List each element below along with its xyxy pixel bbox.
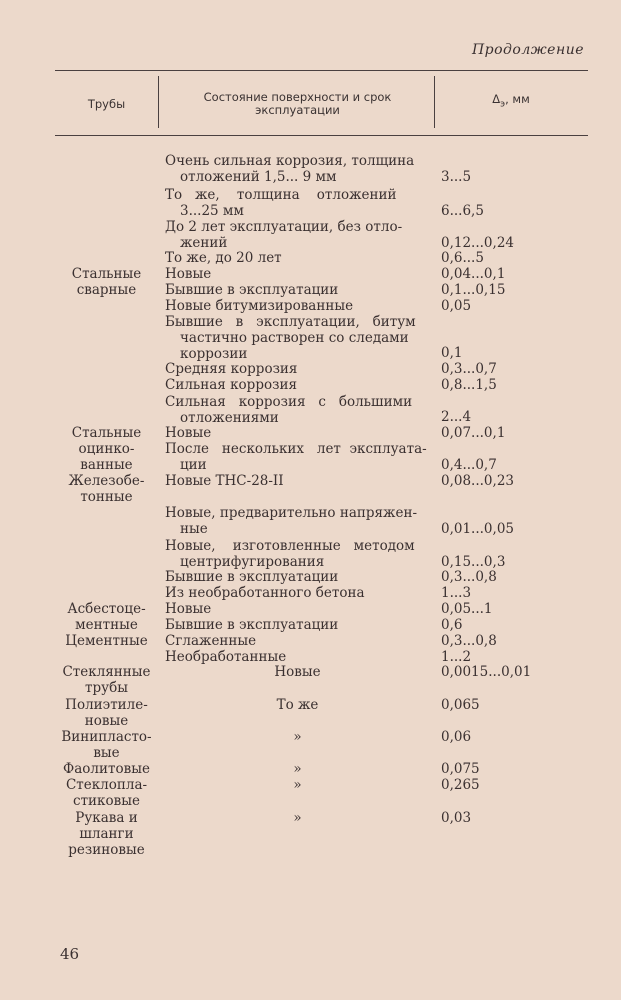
condition-line: ции <box>180 457 207 473</box>
header-delta-symbol: Δ <box>492 92 501 106</box>
condition-cell <box>165 538 430 570</box>
condition-cell: Новые <box>165 425 212 441</box>
pipe-type-cell: Цементные <box>65 633 148 649</box>
pipe-line: резиновые <box>68 842 145 858</box>
pipe-type-cell: Асбестоце- <box>67 601 146 617</box>
value-cell: 0,065 <box>441 697 480 713</box>
pipe-line: Стеклянные <box>62 664 151 680</box>
condition-cell: Сглаженные <box>165 633 257 649</box>
header-top-rule <box>55 70 588 71</box>
condition-line: отложениями <box>180 410 279 426</box>
condition-line: отложений 1,5... 9 мм <box>180 169 337 185</box>
value-cell: 0,04...0,1 <box>441 266 506 282</box>
condition-line: Новые, предварительно напряжен- <box>165 505 418 521</box>
value-cell: 0,1 <box>441 345 463 361</box>
condition-cell: Новые <box>165 266 212 282</box>
value-cell: 0,1...0,15 <box>441 282 506 298</box>
pipe-line: Полиэтиле- <box>65 697 148 713</box>
condition-cell: Новые <box>274 664 321 680</box>
header-roughness <box>441 93 581 111</box>
condition-line: 3...25 мм <box>180 203 244 219</box>
condition-cell: Новые <box>165 601 212 617</box>
condition-cell <box>165 457 430 473</box>
pipe-line: Винипласто- <box>61 729 152 745</box>
value-cell: 0,05...1 <box>441 601 493 617</box>
condition-cell: Бывшие в эксплуатации <box>165 569 339 585</box>
pipe-type-cell <box>55 729 158 761</box>
pipe-type-cell: ванные <box>80 457 133 473</box>
value-cell: 0,07...0,1 <box>441 425 506 441</box>
value-cell: 2...4 <box>441 409 472 425</box>
condition-cell <box>165 394 430 426</box>
pipe-line: стиковые <box>73 793 140 809</box>
condition-cell: Новые ТНС-28-II <box>165 473 284 489</box>
value-cell: 0,075 <box>441 761 480 777</box>
value-cell: 0,03 <box>441 810 472 826</box>
header-divider-1 <box>158 76 159 128</box>
value-cell: 0,6...5 <box>441 250 484 266</box>
value-cell: 0,08...0,23 <box>441 473 514 489</box>
condition-line: До 2 лет эксплуатации, без отло- <box>165 219 403 235</box>
condition-cell: » <box>293 777 302 793</box>
condition-cell: То же, до 20 лет <box>165 250 282 266</box>
condition-cell: » <box>293 761 302 777</box>
condition-cell: Средняя коррозия <box>165 361 298 377</box>
condition-cell: » <box>293 810 302 826</box>
header-delta-sub: э <box>500 99 506 110</box>
condition-cell <box>165 219 430 251</box>
value-cell: 1...3 <box>441 585 472 601</box>
value-cell: 0,12...0,24 <box>441 235 514 251</box>
header-unit: , мм <box>505 92 530 106</box>
condition-line: Сильная коррозия с большими <box>165 394 413 410</box>
pipe-type-cell: Железобе- <box>68 473 145 489</box>
condition-cell: Сильная коррозия <box>165 377 297 393</box>
condition-cell <box>165 505 430 537</box>
pipe-type-cell <box>55 777 158 809</box>
pipe-type-cell: оцинко- <box>78 441 135 457</box>
pipe-line: вые <box>93 745 120 761</box>
value-cell: 0,0015...0,01 <box>441 664 532 680</box>
condition-cell <box>165 441 430 457</box>
pipe-line: новые <box>84 713 129 729</box>
condition-cell: То же <box>276 697 319 713</box>
value-cell: 0,15...0,3 <box>441 554 506 570</box>
page-number: 46 <box>60 945 80 963</box>
condition-line: коррозии <box>180 346 248 362</box>
condition-line: Новые, изготовленные методом <box>165 538 415 554</box>
pipe-line: трубы <box>85 680 128 696</box>
condition-cell: » <box>293 729 302 745</box>
condition-cell <box>165 314 430 362</box>
condition-line: Бывшие в эксплуатации, битум <box>165 314 416 330</box>
header-condition: Состояние поверхности и срок эксплуатации <box>203 90 392 117</box>
condition-cell <box>165 153 430 185</box>
condition-line: После нескольких лет эксплуата- <box>165 441 427 457</box>
pipe-type-cell: ментные <box>75 617 138 633</box>
header-pipes: Трубы <box>87 97 126 111</box>
condition-cell: Бывшие в эксплуатации <box>165 617 339 633</box>
condition-line: частично растворен со следами <box>180 330 409 346</box>
pipe-type-cell: Стальные <box>71 266 142 282</box>
pipe-type-cell <box>55 697 158 729</box>
condition-line: центрифугирования <box>180 554 325 570</box>
condition-cell: Новые битумизированные <box>165 298 354 314</box>
value-cell: 0,06 <box>441 729 472 745</box>
pipe-type-cell <box>55 664 158 696</box>
pipe-type-cell: сварные <box>76 282 137 298</box>
pipe-type-cell: Стальные <box>71 425 142 441</box>
pipe-line: Рукава и <box>75 810 138 826</box>
header-divider-2 <box>434 76 435 128</box>
value-cell: 0,265 <box>441 777 480 793</box>
value-cell: 0,8...1,5 <box>441 377 497 393</box>
value-cell: 0,4...0,7 <box>441 457 497 473</box>
condition-line: ные <box>180 521 208 537</box>
pipe-line: шланги <box>79 826 134 842</box>
condition-line: То же, толщина отложений <box>165 187 397 203</box>
condition-line: Очень сильная коррозия, толщина <box>165 153 415 169</box>
continuation-label: Продолжение <box>471 42 584 58</box>
pipe-line: Стеклопла- <box>65 777 148 793</box>
value-cell: 0,3...0,8 <box>441 569 497 585</box>
value-cell: 0,6 <box>441 617 463 633</box>
pipe-type-cell: тонные <box>80 489 133 505</box>
value-cell: 1...2 <box>441 649 472 665</box>
condition-cell: Из необработанного бетона <box>165 585 365 601</box>
value-cell: 3...5 <box>441 169 472 185</box>
pipe-type-cell: Фаолитовые <box>63 761 150 777</box>
value-cell: 0,05 <box>441 298 472 314</box>
value-cell: 6...6,5 <box>441 203 484 219</box>
value-cell: 0,3...0,7 <box>441 361 497 377</box>
condition-cell: Необработанные <box>165 649 287 665</box>
value-cell: 0,01...0,05 <box>441 521 514 537</box>
value-cell: 0,3...0,8 <box>441 633 497 649</box>
condition-cell <box>165 187 430 219</box>
pipe-type-cell <box>55 810 158 858</box>
condition-line: жений <box>180 235 228 251</box>
header-bottom-rule <box>55 135 588 136</box>
condition-cell: Бывшие в эксплуатации <box>165 282 339 298</box>
